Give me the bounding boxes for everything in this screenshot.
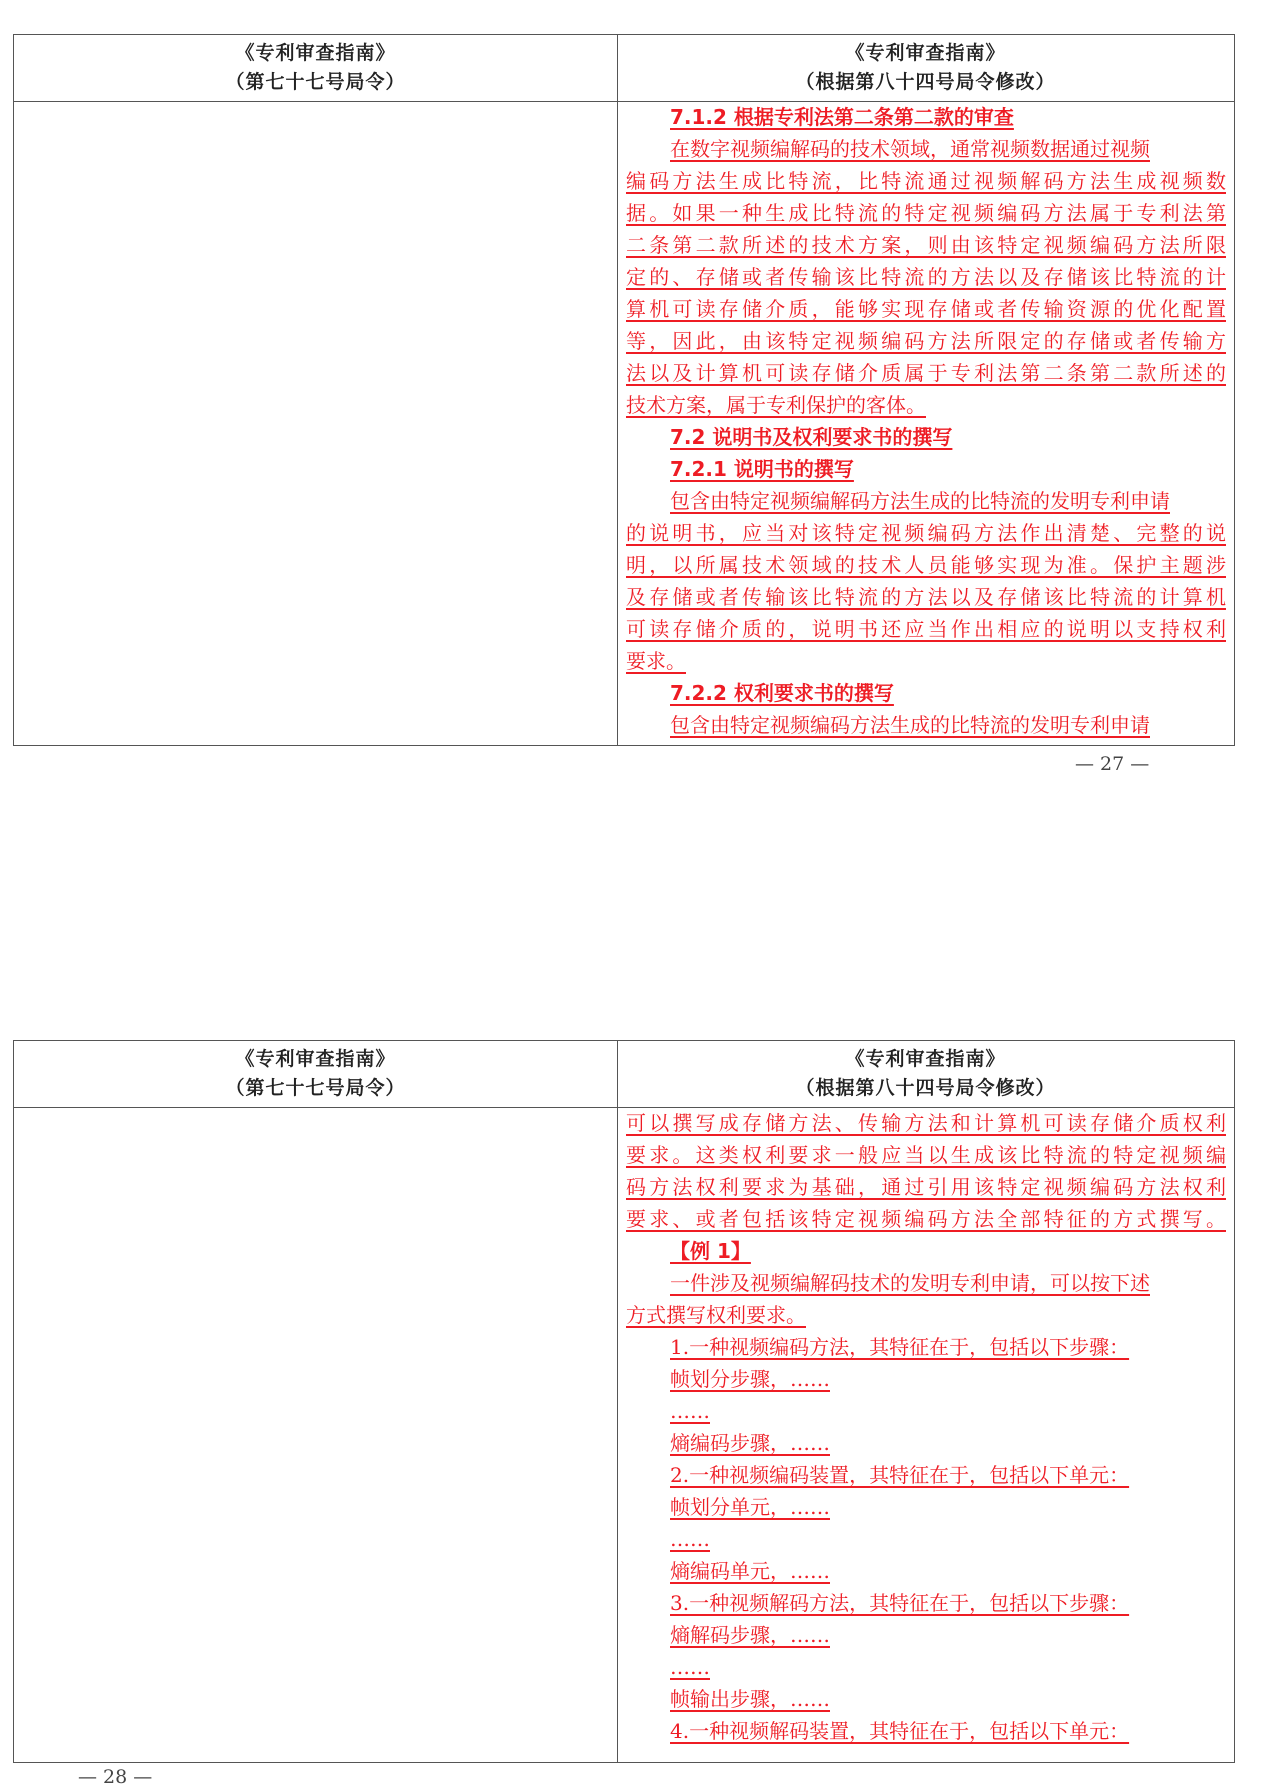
text-line: 帧划分单元，…… — [670, 1495, 830, 1519]
header-left-title: 《专利审查指南》 — [235, 1048, 396, 1070]
header-left-cell — [14, 1041, 617, 1107]
section-heading: 7.1.2 根据专利法第二条第二款的审查 — [670, 105, 1014, 129]
text-line: 算机可读存储介质，能够实现存储或者传输资源的优化配置 — [626, 297, 1226, 321]
text-line: 据。如果一种生成比特流的特定视频编码方法属于专利法第 — [626, 201, 1226, 225]
section-heading: 7.2 说明书及权利要求书的撰写 — [670, 425, 953, 449]
comparison-table-page-27 — [13, 34, 1235, 746]
text-line: 2.一种视频编码装置，其特征在于，包括以下单元： — [670, 1463, 1130, 1487]
text-line: 帧输出步骤，…… — [670, 1687, 830, 1711]
text-line: 熵编码步骤，…… — [670, 1431, 830, 1455]
text-line: 熵编码单元，…… — [670, 1559, 830, 1583]
header-right-cell — [617, 1041, 1234, 1107]
section-heading: 7.2.2 权利要求书的撰写 — [670, 681, 894, 705]
text-line: 等，因此，由该特定视频编码方法所限定的存储或者传输方 — [626, 329, 1226, 353]
comparison-table-page-28 — [13, 1040, 1235, 1763]
text-line: 码方法权利要求为基础，通过引用该特定视频编码方法权利 — [626, 1175, 1226, 1199]
text-line: 的说明书，应当对该特定视频编码方法作出清楚、完整的说 — [626, 521, 1226, 545]
column-divider — [617, 1041, 618, 1762]
table-header-row — [14, 1041, 1234, 1108]
amended-text-column — [626, 1107, 1226, 1747]
text-line: …… — [670, 1399, 710, 1423]
header-left-cell — [14, 35, 617, 101]
text-line: 明，以所属技术领域的技术人员能够实现为准。保护主题涉 — [626, 553, 1226, 577]
text-line: 3.一种视频解码方法，其特征在于，包括以下步骤： — [670, 1591, 1130, 1615]
amended-text-column — [626, 101, 1226, 741]
text-line: 及存储或者传输该比特流的方法以及存储该比特流的计算机 — [626, 585, 1226, 609]
column-divider — [617, 35, 618, 745]
text-line: 定的、存储或者传输该比特流的方法以及存储该比特流的计 — [626, 265, 1226, 289]
header-right-subtitle: （根据第八十四号局令修改） — [795, 1077, 1056, 1099]
text-line: 编码方法生成比特流，比特流通过视频解码方法生成视频数 — [626, 169, 1226, 193]
text-line: 包含由特定视频编码方法生成的比特流的发明专利申请 — [670, 713, 1150, 737]
text-line: 要求。 — [626, 649, 686, 673]
table-header-row — [14, 35, 1234, 102]
text-line: 法以及计算机可读存储介质属于专利法第二条第二款所述的 — [626, 361, 1226, 385]
header-right-title: 《专利审查指南》 — [845, 1048, 1006, 1070]
text-line: 4.一种视频解码装置，其特征在于，包括以下单元： — [670, 1719, 1130, 1743]
section-heading: 7.2.1 说明书的撰写 — [670, 457, 854, 481]
text-line: 帧划分步骤，…… — [670, 1367, 830, 1391]
text-line: 技术方案，属于专利保护的客体。 — [626, 393, 926, 417]
page-number-28: — 28 — — [78, 1766, 153, 1788]
text-line: 可读存储介质的，说明书还应当作出相应的说明以支持权利 — [626, 617, 1226, 641]
text-line: 在数字视频编解码的技术领域，通常视频数据通过视频 — [670, 137, 1150, 161]
text-line: 方式撰写权利要求。 — [626, 1303, 806, 1327]
header-right-cell — [617, 35, 1234, 101]
text-line: 包含由特定视频编解码方法生成的比特流的发明专利申请 — [670, 489, 1170, 513]
page-number-27: — 27 — — [1075, 753, 1150, 775]
text-line: 可以撰写成存储方法、传输方法和计算机可读存储介质权利 — [626, 1111, 1226, 1135]
header-left-subtitle: （第七十七号局令） — [225, 71, 406, 93]
section-heading: 【例 1】 — [670, 1239, 751, 1263]
header-left-subtitle: （第七十七号局令） — [225, 1077, 406, 1099]
text-line: …… — [670, 1655, 710, 1679]
text-line: 二条第二款所述的技术方案，则由该特定视频编码方法所限 — [626, 233, 1226, 257]
text-line: 一件涉及视频编解码技术的发明专利申请，可以按下述 — [670, 1271, 1150, 1295]
header-left-title: 《专利审查指南》 — [235, 42, 396, 64]
text-line: 熵解码步骤，…… — [670, 1623, 830, 1647]
text-line: 要求。这类权利要求一般应当以生成该比特流的特定视频编 — [626, 1143, 1226, 1167]
text-line: 要求、或者包括该特定视频编码方法全部特征的方式撰写。 — [626, 1207, 1226, 1231]
header-right-subtitle: （根据第八十四号局令修改） — [795, 71, 1056, 93]
text-line: 1.一种视频编码方法，其特征在于，包括以下步骤： — [670, 1335, 1130, 1359]
text-line: …… — [670, 1527, 710, 1551]
header-right-title: 《专利审查指南》 — [845, 42, 1006, 64]
